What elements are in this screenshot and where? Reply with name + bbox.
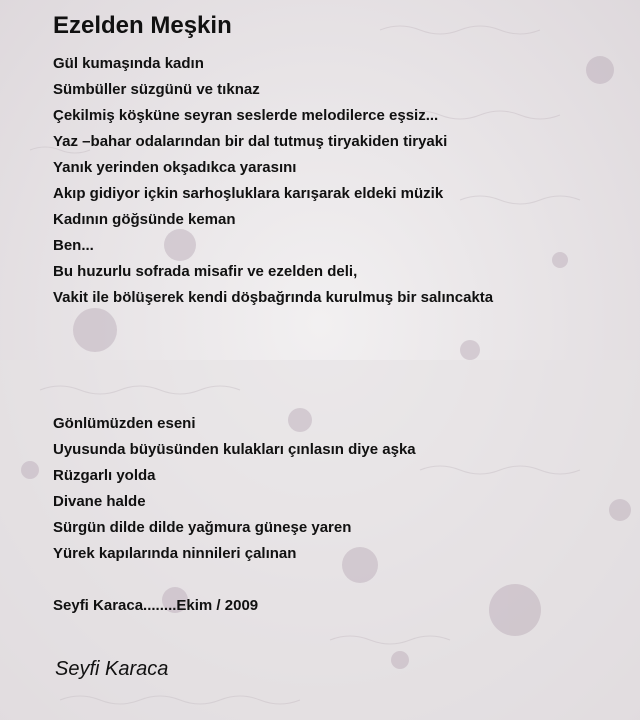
poem-stanza-2 — [53, 411, 416, 567]
poem-line: Yanık yerinden okşadıkca yarasını — [53, 159, 297, 176]
poem-line: Yaz –bahar odalarından bir dal tutmuş tiryakiden tiryaki — [53, 133, 448, 150]
poem-line: Rüzgarlı yolda — [53, 467, 156, 484]
poem-line: Sümbüller süzgünü ve tıknaz — [53, 81, 260, 98]
poem-signature-date: Seyfi Karaca........Ekim / 2009 — [53, 597, 259, 614]
poem-line: Sürgün dilde dilde yağmura güneşe yaren — [53, 519, 352, 536]
poem-line: Gül kumaşında kadın — [53, 55, 204, 72]
poem-line: Divane halde — [53, 493, 146, 510]
poem-line: Uyusunda büyüsünden kulakları çınlasın diye aşka — [53, 441, 416, 458]
poem-line: Kadının göğsünde keman — [53, 211, 236, 228]
poem-line: Akıp gidiyor içkin sarhoşluklara karışarak eldeki müzik — [53, 185, 444, 202]
poem-stanza-1 — [53, 51, 493, 311]
poem-line: Gönlümüzden eseni — [53, 415, 196, 432]
poem-line: Yürek kapılarında ninnileri çalınan — [53, 545, 297, 562]
poem-title: Ezelden Meşkin — [53, 12, 232, 39]
poem-line: Ben... — [53, 237, 94, 254]
poem-line: Vakit ile bölüşerek kendi döşbağrında kurulmuş bir salıncakta — [53, 289, 494, 306]
poem-line: Çekilmiş köşküne seyran seslerde melodilerce eşsiz... — [53, 107, 439, 124]
author-name: Seyfi Karaca — [55, 658, 169, 680]
poem-line: Bu huzurlu sofrada misafir ve ezelden deli, — [53, 263, 358, 280]
